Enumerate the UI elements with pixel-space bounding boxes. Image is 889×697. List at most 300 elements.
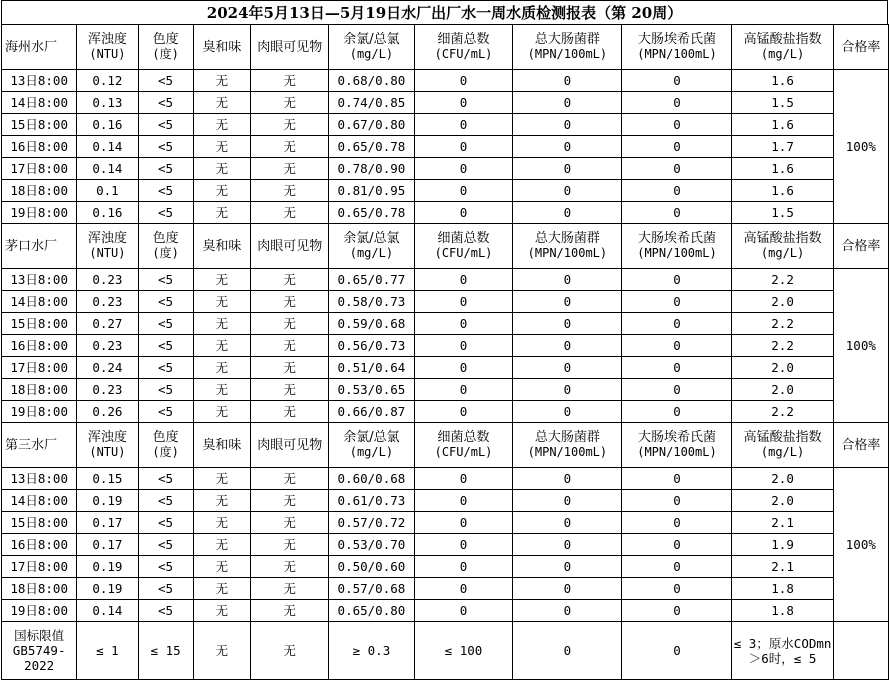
column-header-label: 肉眼可见物	[257, 437, 323, 453]
column-header-label: 余氯/总氯	[343, 231, 400, 246]
measurement-cell: 0	[414, 401, 513, 423]
plant-header-row	[2, 224, 889, 269]
measurement-cell: <5	[138, 202, 193, 224]
column-header-unit: (NTU)	[89, 445, 126, 459]
measurement-cell: 0.56/0.73	[329, 335, 414, 357]
table-row	[2, 578, 889, 600]
measurement-cell: 无	[193, 114, 251, 136]
measurement-cell: <5	[138, 70, 193, 92]
measurement-cell: 0	[414, 357, 513, 379]
measurement-cell: 无	[193, 136, 251, 158]
measurement-cell: 0	[414, 180, 513, 202]
column-header-unit: (MPN/100mL)	[637, 445, 717, 459]
measurement-cell: 0	[513, 578, 622, 600]
measurement-cell: <5	[138, 600, 193, 622]
measurement-cell: 无	[193, 202, 251, 224]
measurement-cell: <5	[138, 490, 193, 512]
table-row	[2, 357, 889, 379]
table-row	[2, 379, 889, 401]
plant-name: 茅口水厂	[2, 224, 77, 269]
measurement-cell: 0	[622, 313, 732, 335]
measurement-cell: 0	[513, 70, 622, 92]
column-header-label: 臭和味	[202, 437, 242, 453]
measurement-cell: <5	[138, 379, 193, 401]
sample-time: 14日8:00	[2, 291, 77, 313]
measurement-cell: <5	[138, 556, 193, 578]
column-header-label: 总大肠菌群	[534, 32, 600, 47]
measurement-cell: <5	[138, 92, 193, 114]
standard-value: 0	[622, 622, 732, 680]
measurement-cell: 0.65/0.77	[329, 269, 414, 291]
measurement-cell: 无	[251, 556, 329, 578]
measurement-cell: 无	[193, 556, 251, 578]
column-header-unit: (CFU/mL)	[434, 445, 493, 459]
report-title: 2024年5月13日—5月19日水厂出厂水一周水质检测报表（第 20周）	[1, 0, 888, 24]
measurement-cell: 0.50/0.60	[329, 556, 414, 578]
table-row	[2, 202, 889, 224]
sample-time: 16日8:00	[2, 136, 77, 158]
sample-time: 19日8:00	[2, 202, 77, 224]
measurement-cell: 0.66/0.87	[329, 401, 414, 423]
column-header	[251, 423, 329, 468]
table-body	[2, 25, 889, 680]
measurement-cell: 0	[414, 335, 513, 357]
measurement-cell: 0.57/0.72	[329, 512, 414, 534]
measurement-cell: 0	[622, 534, 732, 556]
column-header-label: 臭和味	[202, 39, 242, 55]
column-header-label: 细菌总数	[437, 430, 490, 445]
measurement-cell: 0	[622, 379, 732, 401]
column-header-unit: (mg/L)	[349, 445, 394, 459]
sample-time: 19日8:00	[2, 600, 77, 622]
standard-value: ≤ 15	[138, 622, 193, 680]
column-header-unit: (度)	[152, 246, 179, 260]
column-header	[513, 25, 622, 70]
column-header	[193, 25, 251, 70]
measurement-cell: <5	[138, 335, 193, 357]
sample-time: 16日8:00	[2, 335, 77, 357]
measurement-cell: 0.16	[77, 114, 138, 136]
sample-time: 13日8:00	[2, 269, 77, 291]
column-header	[622, 224, 732, 269]
measurement-cell: 2.1	[732, 512, 833, 534]
measurement-cell: <5	[138, 114, 193, 136]
measurement-cell: 0	[414, 600, 513, 622]
measurement-cell: 0	[513, 490, 622, 512]
measurement-cell: 0	[414, 92, 513, 114]
measurement-cell: 1.6	[732, 158, 833, 180]
measurement-cell: 0.16	[77, 202, 138, 224]
measurement-cell: 0	[414, 379, 513, 401]
sample-time: 18日8:00	[2, 180, 77, 202]
measurement-cell: 1.8	[732, 600, 833, 622]
measurement-cell: 0	[622, 490, 732, 512]
column-header-unit: (NTU)	[89, 47, 126, 61]
measurement-cell: 2.0	[732, 357, 833, 379]
column-header-unit: (mg/L)	[760, 445, 805, 459]
measurement-cell: 0.65/0.78	[329, 136, 414, 158]
measurement-cell: 无	[251, 291, 329, 313]
table-row	[2, 136, 889, 158]
measurement-cell: 0	[622, 512, 732, 534]
column-header	[622, 25, 732, 70]
measurement-cell: 无	[193, 468, 251, 490]
measurement-cell: 0	[414, 202, 513, 224]
measurement-cell: 1.9	[732, 534, 833, 556]
column-header	[732, 423, 833, 468]
column-header-label: 高锰酸盐指数	[743, 32, 822, 47]
measurement-cell: 0.57/0.68	[329, 578, 414, 600]
column-header-label: 浑浊度	[87, 430, 127, 445]
measurement-cell: 2.2	[732, 269, 833, 291]
measurement-cell: 无	[193, 490, 251, 512]
measurement-cell: 无	[251, 114, 329, 136]
measurement-cell: 0.23	[77, 379, 138, 401]
measurement-cell: 0	[513, 291, 622, 313]
column-header	[193, 224, 251, 269]
measurement-cell: 0	[513, 357, 622, 379]
column-header-unit: (CFU/mL)	[434, 246, 493, 260]
measurement-cell: 0	[414, 70, 513, 92]
standard-value: 无	[251, 622, 329, 680]
measurement-cell: 0	[622, 556, 732, 578]
column-header	[138, 423, 193, 468]
measurement-cell: 1.6	[732, 114, 833, 136]
column-header	[833, 224, 888, 269]
standard-value: ≤ 3；原水CODmn＞6时，≤ 5	[732, 622, 833, 680]
column-header	[251, 224, 329, 269]
table-row	[2, 401, 889, 423]
column-header-label: 浑浊度	[87, 32, 127, 47]
measurement-cell: 0	[414, 534, 513, 556]
column-header	[77, 224, 138, 269]
column-header	[833, 423, 888, 468]
column-header	[833, 25, 888, 70]
column-header-label: 色度	[152, 231, 179, 246]
column-header-unit: (MPN/100mL)	[527, 47, 608, 61]
measurement-cell: 0.65/0.78	[329, 202, 414, 224]
measurement-cell: 0	[513, 534, 622, 556]
measurement-cell: 无	[193, 92, 251, 114]
measurement-cell: 0.61/0.73	[329, 490, 414, 512]
measurement-cell: 0.1	[77, 180, 138, 202]
measurement-cell: 2.2	[732, 313, 833, 335]
measurement-cell: 无	[251, 600, 329, 622]
measurement-cell: 0	[513, 158, 622, 180]
measurement-cell: 0	[622, 468, 732, 490]
measurement-cell: 0	[622, 269, 732, 291]
column-header-label: 总大肠菌群	[534, 430, 600, 445]
measurement-cell: 0.59/0.68	[329, 313, 414, 335]
measurement-cell: 无	[251, 335, 329, 357]
measurement-cell: 0	[513, 180, 622, 202]
column-header-unit: (mg/L)	[349, 47, 394, 61]
column-header-label: 高锰酸盐指数	[743, 231, 822, 246]
sample-time: 13日8:00	[2, 70, 77, 92]
column-header-unit: (MPN/100mL)	[637, 246, 717, 260]
measurement-cell: 0	[622, 578, 732, 600]
sample-time: 17日8:00	[2, 556, 77, 578]
measurement-cell: 无	[193, 158, 251, 180]
measurement-cell: 2.2	[732, 401, 833, 423]
plant-header-row	[2, 25, 889, 70]
measurement-cell: 无	[251, 269, 329, 291]
column-header-label: 余氯/总氯	[343, 430, 400, 445]
column-header-unit: (MPN/100mL)	[637, 47, 717, 61]
measurement-cell: <5	[138, 357, 193, 379]
measurement-cell: 0.53/0.70	[329, 534, 414, 556]
column-header-unit: (mg/L)	[760, 246, 805, 260]
measurement-cell: 无	[193, 512, 251, 534]
sample-time: 15日8:00	[2, 313, 77, 335]
column-header-unit: (MPN/100mL)	[527, 246, 608, 260]
measurement-cell: 0.58/0.73	[329, 291, 414, 313]
column-header-label: 细菌总数	[437, 32, 490, 47]
column-header	[732, 25, 833, 70]
measurement-cell: 0.24	[77, 357, 138, 379]
plant-header-row	[2, 423, 889, 468]
measurement-cell: <5	[138, 158, 193, 180]
measurement-cell: 0	[622, 180, 732, 202]
column-header-label: 肉眼可见物	[257, 39, 323, 55]
sample-time: 13日8:00	[2, 468, 77, 490]
measurement-cell: <5	[138, 534, 193, 556]
sample-time: 17日8:00	[2, 158, 77, 180]
measurement-cell: 0.67/0.80	[329, 114, 414, 136]
pass-rate: 100%	[833, 70, 888, 224]
table-row	[2, 512, 889, 534]
measurement-cell: 0.17	[77, 512, 138, 534]
table-row	[2, 335, 889, 357]
measurement-cell: 0.14	[77, 158, 138, 180]
measurement-cell: 0.65/0.80	[329, 600, 414, 622]
measurement-cell: 0.19	[77, 556, 138, 578]
standard-value: ≥ 0.3	[329, 622, 414, 680]
table-row	[2, 600, 889, 622]
measurement-cell: 无	[251, 92, 329, 114]
measurement-cell: <5	[138, 136, 193, 158]
measurement-cell: 0.23	[77, 291, 138, 313]
standard-row	[2, 622, 889, 680]
measurement-cell: <5	[138, 269, 193, 291]
standard-value: 无	[193, 622, 251, 680]
measurement-cell: 0	[513, 92, 622, 114]
measurement-cell: 0.14	[77, 600, 138, 622]
measurement-cell: 0	[622, 335, 732, 357]
sample-time: 14日8:00	[2, 490, 77, 512]
pass-rate: 100%	[833, 269, 888, 423]
measurement-cell: 2.0	[732, 379, 833, 401]
measurement-cell: 0	[414, 158, 513, 180]
measurement-cell: <5	[138, 291, 193, 313]
measurement-cell: 0	[414, 468, 513, 490]
measurement-cell: 无	[251, 534, 329, 556]
measurement-cell: 无	[251, 578, 329, 600]
measurement-cell: 0	[414, 556, 513, 578]
measurement-cell: 无	[251, 357, 329, 379]
sample-time: 16日8:00	[2, 534, 77, 556]
measurement-cell: 无	[193, 180, 251, 202]
measurement-cell: 0.14	[77, 136, 138, 158]
measurement-cell: 2.0	[732, 468, 833, 490]
standard-value: ≤ 1	[77, 622, 138, 680]
table-row	[2, 92, 889, 114]
measurement-cell: 0	[414, 578, 513, 600]
measurement-cell: 2.0	[732, 490, 833, 512]
measurement-cell: 无	[193, 600, 251, 622]
measurement-cell: 1.6	[732, 180, 833, 202]
sample-time: 18日8:00	[2, 578, 77, 600]
measurement-cell: 0	[513, 556, 622, 578]
measurement-cell: 0	[622, 70, 732, 92]
measurement-cell: 0.19	[77, 490, 138, 512]
measurement-cell: 无	[193, 578, 251, 600]
measurement-cell: 无	[251, 512, 329, 534]
column-header	[329, 25, 414, 70]
measurement-cell: 1.7	[732, 136, 833, 158]
measurement-cell: 0	[622, 202, 732, 224]
pass-rate: 100%	[833, 468, 888, 622]
measurement-cell: 0	[513, 202, 622, 224]
measurement-cell: 无	[251, 70, 329, 92]
measurement-cell: 0	[622, 291, 732, 313]
measurement-cell: 0	[622, 136, 732, 158]
measurement-cell: 0	[414, 136, 513, 158]
measurement-cell: 无	[193, 357, 251, 379]
measurement-cell: 0	[622, 158, 732, 180]
column-header-label: 合格率	[841, 39, 881, 55]
measurement-cell: 0	[414, 269, 513, 291]
measurement-cell: 0	[513, 269, 622, 291]
column-header-unit: (度)	[152, 47, 179, 61]
standard-pass-rate	[833, 622, 888, 680]
column-header	[329, 423, 414, 468]
measurement-cell: 0	[414, 114, 513, 136]
measurement-cell: <5	[138, 468, 193, 490]
column-header-unit: (CFU/mL)	[434, 47, 493, 61]
measurement-cell: 0	[414, 291, 513, 313]
table-row	[2, 291, 889, 313]
column-header	[138, 25, 193, 70]
measurement-cell: 0	[513, 313, 622, 335]
standard-label: 国标限值GB5749-2022	[2, 622, 77, 680]
column-header-unit: (度)	[152, 445, 179, 459]
column-header-unit: (mg/L)	[349, 246, 394, 260]
table-row	[2, 490, 889, 512]
measurement-cell: 2.0	[732, 291, 833, 313]
measurement-cell: 0	[513, 600, 622, 622]
measurement-cell: 0	[513, 512, 622, 534]
measurement-cell: 1.6	[732, 70, 833, 92]
column-header	[329, 224, 414, 269]
measurement-cell: 无	[193, 401, 251, 423]
standard-value: ≤ 100	[414, 622, 513, 680]
measurement-cell: 0	[513, 379, 622, 401]
measurement-cell: 0.78/0.90	[329, 158, 414, 180]
column-header-unit: (MPN/100mL)	[527, 445, 608, 459]
measurement-cell: 无	[193, 534, 251, 556]
column-header	[414, 25, 513, 70]
measurement-cell: 0	[622, 401, 732, 423]
table-row	[2, 114, 889, 136]
column-header	[138, 224, 193, 269]
table-row	[2, 556, 889, 578]
column-header-label: 浑浊度	[87, 231, 127, 246]
measurement-cell: 1.8	[732, 578, 833, 600]
measurement-cell: 0	[414, 490, 513, 512]
table-row	[2, 158, 889, 180]
column-header	[513, 423, 622, 468]
measurement-cell: 0	[513, 335, 622, 357]
column-header-label: 细菌总数	[437, 231, 490, 246]
measurement-cell: 0.12	[77, 70, 138, 92]
column-header-label: 余氯/总氯	[343, 32, 400, 47]
column-header-unit: (NTU)	[89, 246, 126, 260]
column-header-label: 高锰酸盐指数	[743, 430, 822, 445]
standard-value: 0	[513, 622, 622, 680]
measurement-cell: 0.74/0.85	[329, 92, 414, 114]
table-row	[2, 70, 889, 92]
column-header	[414, 224, 513, 269]
measurement-cell: 0	[513, 401, 622, 423]
measurement-cell: 无	[193, 313, 251, 335]
measurement-cell: 无	[193, 291, 251, 313]
measurement-cell: 0	[513, 468, 622, 490]
column-header-label: 大肠埃希氏菌	[637, 430, 716, 445]
measurement-cell: 无	[251, 180, 329, 202]
measurement-cell: 0	[622, 600, 732, 622]
column-header-label: 总大肠菌群	[534, 231, 600, 246]
measurement-cell: <5	[138, 401, 193, 423]
measurement-cell: 无	[251, 158, 329, 180]
measurement-cell: 0.53/0.65	[329, 379, 414, 401]
measurement-cell: 0	[622, 357, 732, 379]
sample-time: 19日8:00	[2, 401, 77, 423]
measurement-cell: 无	[193, 379, 251, 401]
column-header-unit: (mg/L)	[760, 47, 805, 61]
table-row	[2, 468, 889, 490]
measurement-cell: 无	[193, 70, 251, 92]
measurement-cell: 2.1	[732, 556, 833, 578]
sample-time: 15日8:00	[2, 512, 77, 534]
measurement-cell: 0	[414, 512, 513, 534]
plant-name: 第三水厂	[2, 423, 77, 468]
column-header	[622, 423, 732, 468]
column-header-label: 合格率	[841, 238, 881, 254]
plant-name: 海州水厂	[2, 25, 77, 70]
measurement-cell: 1.5	[732, 92, 833, 114]
measurement-cell: 0.27	[77, 313, 138, 335]
column-header	[77, 25, 138, 70]
measurement-cell: 0.51/0.64	[329, 357, 414, 379]
column-header	[414, 423, 513, 468]
measurement-cell: 无	[251, 313, 329, 335]
measurement-cell: 0	[622, 92, 732, 114]
measurement-cell: 无	[251, 490, 329, 512]
measurement-cell: 无	[193, 269, 251, 291]
measurement-cell: 0	[513, 114, 622, 136]
table-row	[2, 180, 889, 202]
column-header	[732, 224, 833, 269]
measurement-cell: 0.15	[77, 468, 138, 490]
column-header-label: 合格率	[841, 437, 881, 453]
measurement-cell: 1.5	[732, 202, 833, 224]
measurement-cell: 无	[251, 202, 329, 224]
measurement-cell: 无	[251, 379, 329, 401]
measurement-cell: 无	[251, 468, 329, 490]
measurement-cell: 2.2	[732, 335, 833, 357]
measurement-cell: 0	[622, 114, 732, 136]
